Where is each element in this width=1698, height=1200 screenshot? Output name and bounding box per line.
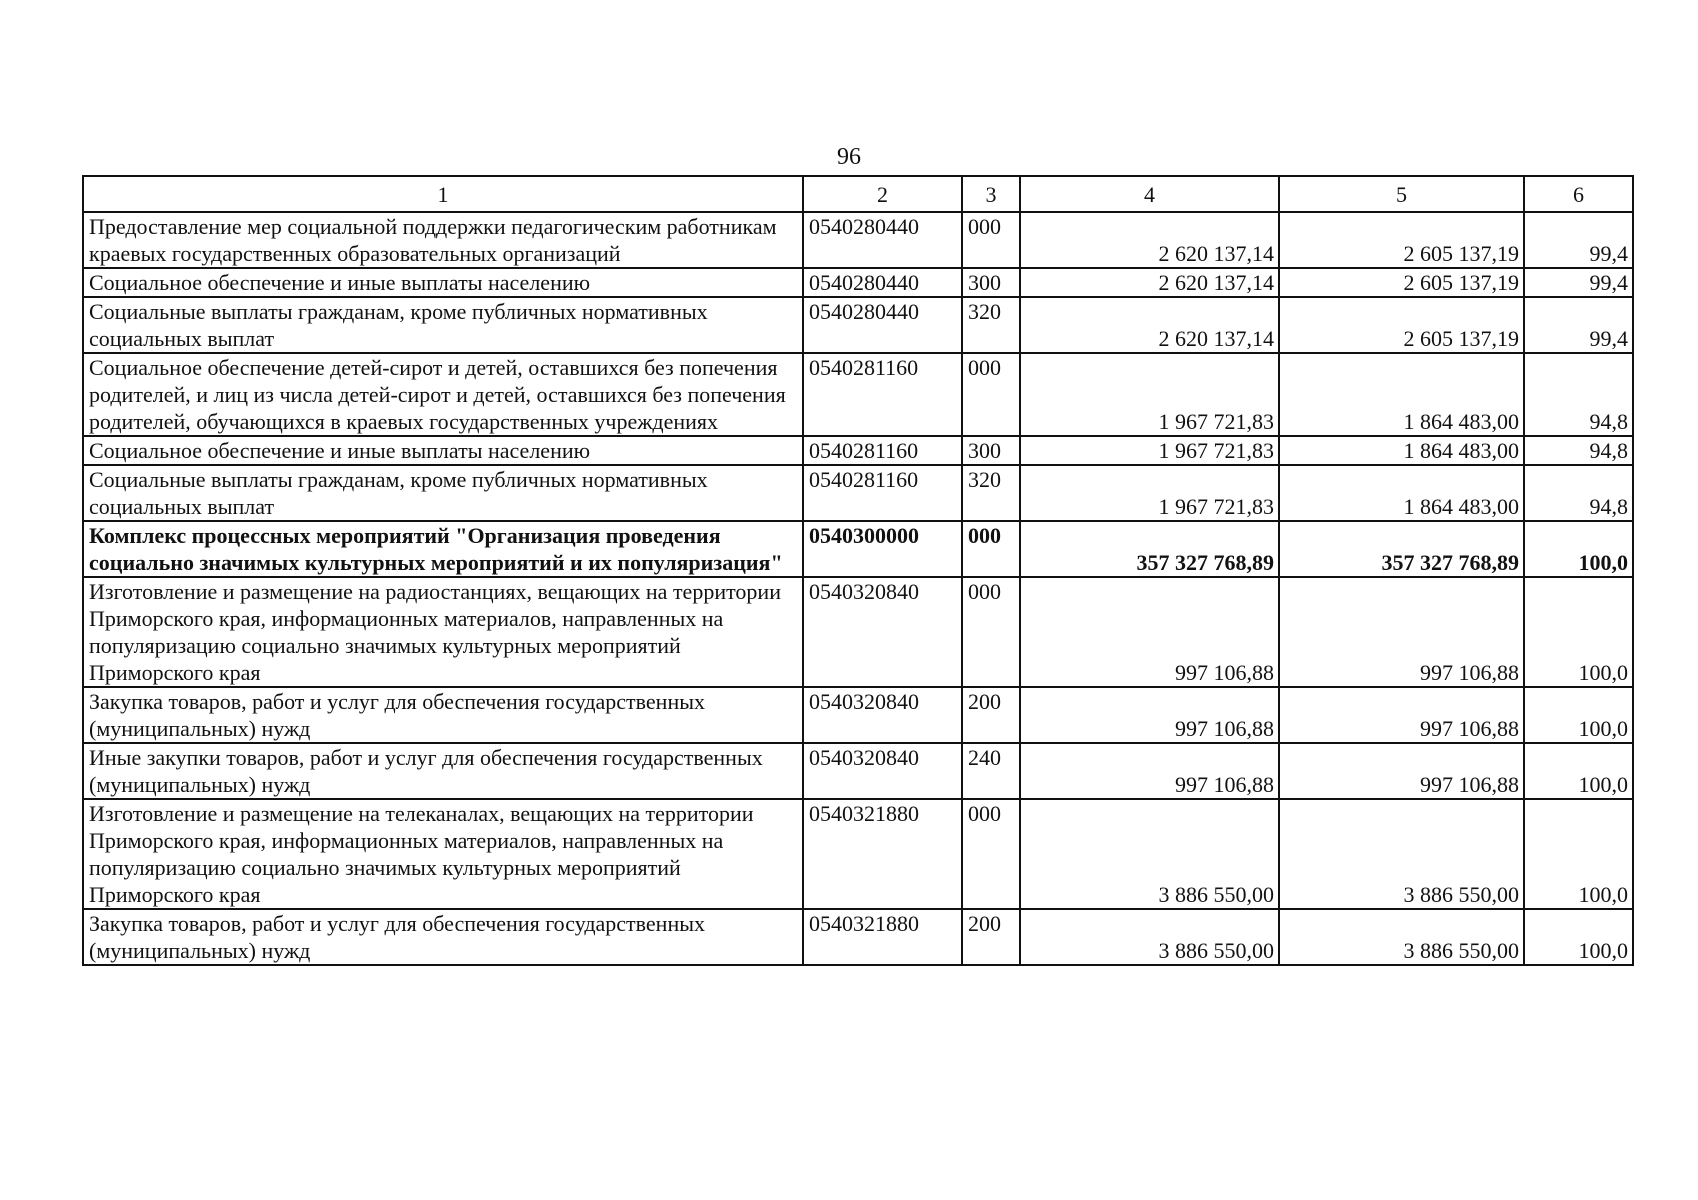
table-row [83,212,1633,268]
row-name: Социальное обеспечение и иные выплаты населению [83,268,803,297]
row-name: Закупка товаров, работ и услуг для обеспечения государственных (муниципальных) нужд [83,687,803,743]
row-percent: 100,0 [1524,743,1633,799]
header-col-6: 6 [1524,176,1633,212]
row-percent: 99,4 [1524,268,1633,297]
row-name: Социальные выплаты гражданам, кроме публичных нормативных социальных выплат [83,297,803,353]
table-row [83,909,1633,965]
row-percent: 94,8 [1524,436,1633,465]
row-expense-type: 200 [962,687,1020,743]
table-row [83,687,1633,743]
table-row [83,465,1633,521]
row-actual-amount: 1 864 483,00 [1279,465,1524,521]
row-planned-amount: 3 886 550,00 [1020,799,1279,909]
row-name: Иные закупки товаров, работ и услуг для обеспечения государственных (муниципальных) нужд [83,743,803,799]
row-code: 0540280440 [803,297,962,353]
row-actual-amount: 3 886 550,00 [1279,799,1524,909]
row-expense-type: 320 [962,465,1020,521]
row-code: 0540281160 [803,465,962,521]
row-percent: 100,0 [1524,687,1633,743]
header-col-2: 2 [803,176,962,212]
row-actual-amount: 3 886 550,00 [1279,909,1524,965]
row-percent: 94,8 [1524,353,1633,436]
row-planned-amount: 2 620 137,14 [1020,212,1279,268]
table-row [83,353,1633,436]
row-expense-type: 200 [962,909,1020,965]
row-actual-amount: 357 327 768,89 [1279,521,1524,577]
row-expense-type: 300 [962,268,1020,297]
row-planned-amount: 2 620 137,14 [1020,297,1279,353]
page-number: 96 [837,144,861,170]
row-planned-amount: 1 967 721,83 [1020,436,1279,465]
row-expense-type: 000 [962,353,1020,436]
row-code: 0540280440 [803,268,962,297]
row-code: 0540280440 [803,212,962,268]
row-planned-amount: 3 886 550,00 [1020,909,1279,965]
row-name: Социальное обеспечение и иные выплаты населению [83,436,803,465]
table-row [83,436,1633,465]
table-row [83,577,1633,687]
row-actual-amount: 2 605 137,19 [1279,268,1524,297]
row-code: 0540320840 [803,577,962,687]
row-code: 0540320840 [803,687,962,743]
row-planned-amount: 997 106,88 [1020,577,1279,687]
row-percent: 100,0 [1524,521,1633,577]
row-code: 0540300000 [803,521,962,577]
row-name: Предоставление мер социальной поддержки педагогическим работникам краевых государственных образовательных организаций [83,212,803,268]
row-expense-type: 000 [962,521,1020,577]
row-name: Изготовление и размещение на радиостанциях, вещающих на территории Приморского края, информационных материалов, направленных на популяризацию социально значимых культурных мероприятий Приморского края [83,577,803,687]
row-actual-amount: 1 864 483,00 [1279,436,1524,465]
row-code: 0540321880 [803,909,962,965]
row-percent: 94,8 [1524,465,1633,521]
row-actual-amount: 2 605 137,19 [1279,212,1524,268]
header-row [83,176,1633,212]
table-row [83,799,1633,909]
row-expense-type: 000 [962,799,1020,909]
row-code: 0540281160 [803,436,962,465]
row-percent: 99,4 [1524,212,1633,268]
table-row [83,297,1633,353]
row-expense-type: 240 [962,743,1020,799]
header-col-5: 5 [1279,176,1524,212]
header-col-1: 1 [83,176,803,212]
header-col-4: 4 [1020,176,1279,212]
budget-table [82,175,1634,966]
table-row [83,743,1633,799]
row-actual-amount: 997 106,88 [1279,577,1524,687]
row-actual-amount: 997 106,88 [1279,687,1524,743]
row-actual-amount: 1 864 483,00 [1279,353,1524,436]
row-name: Изготовление и размещение на телеканалах, вещающих на территории Приморского края, информационных материалов, направленных на популяризацию социально значимых культурных мероприятий Приморского края [83,799,803,909]
row-planned-amount: 1 967 721,83 [1020,465,1279,521]
row-percent: 99,4 [1524,297,1633,353]
row-planned-amount: 1 967 721,83 [1020,353,1279,436]
row-actual-amount: 997 106,88 [1279,743,1524,799]
table-row [83,268,1633,297]
row-code: 0540281160 [803,353,962,436]
row-name: Закупка товаров, работ и услуг для обеспечения государственных (муниципальных) нужд [83,909,803,965]
row-planned-amount: 357 327 768,89 [1020,521,1279,577]
row-actual-amount: 2 605 137,19 [1279,297,1524,353]
table-row [83,521,1633,577]
row-name: Социальные выплаты гражданам, кроме публичных нормативных социальных выплат [83,465,803,521]
row-planned-amount: 997 106,88 [1020,743,1279,799]
row-code: 0540321880 [803,799,962,909]
row-name: Социальное обеспечение детей-сирот и детей, оставшихся без попечения родителей, и лиц из числа детей-сирот и детей, оставшихся без попечения родителей, обучающихся в краевых государственных учреждениях [83,353,803,436]
row-planned-amount: 2 620 137,14 [1020,268,1279,297]
row-planned-amount: 997 106,88 [1020,687,1279,743]
header-col-3: 3 [962,176,1020,212]
row-expense-type: 300 [962,436,1020,465]
table-body [83,212,1633,965]
row-percent: 100,0 [1524,909,1633,965]
row-expense-type: 320 [962,297,1020,353]
row-code: 0540320840 [803,743,962,799]
row-name: Комплекс процессных мероприятий "Организация проведения социально значимых культурных мероприятий и их популяризация" [83,521,803,577]
row-percent: 100,0 [1524,577,1633,687]
row-expense-type: 000 [962,212,1020,268]
row-expense-type: 000 [962,577,1020,687]
row-percent: 100,0 [1524,799,1633,909]
